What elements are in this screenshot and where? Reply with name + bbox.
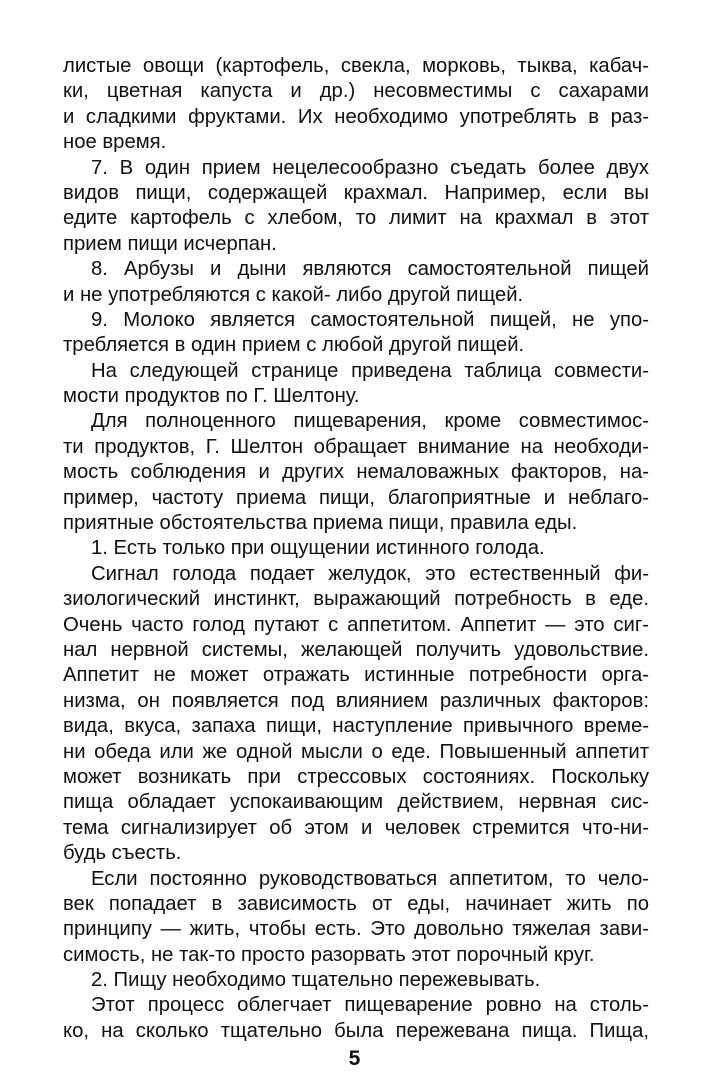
text-line: принципу — жить, чтобы есть. Это довольно тяжелая зави-: [63, 918, 649, 941]
text-line: нал нервной системы, желающей получить удовольствие.: [63, 638, 649, 661]
text-line: 1. Есть только при ощущении истинного голода.: [91, 537, 545, 560]
text-line: ти продуктов, Г. Шелтон обращает внимание на необходи-: [63, 435, 649, 458]
paragraph: [63, 156, 649, 258]
text-line: пример, частоту приема пищи, благоприятные и неблаго-: [63, 486, 649, 509]
page-number: 5: [348, 1047, 361, 1070]
text-line: мости продуктов по Г. Шелтону.: [63, 385, 360, 408]
text-line: пища обладает успокаивающим действием, нервная сис-: [63, 791, 649, 814]
text-line: ное время.: [63, 131, 167, 154]
text-line: ни обеда или же одной мысли о еде. Повышенный аппетит: [63, 740, 649, 763]
text-line: низма, он появляется под влиянием различных факторов:: [63, 689, 649, 712]
body-text: [63, 54, 649, 1044]
text-line: вида, вкуса, запаха пищи, наступление привычного време-: [63, 715, 649, 738]
text-line: Этот процесс облегчает пищеварение ровно на столь-: [91, 994, 649, 1017]
text-line: век попадает в зависимость от еды, начинает жить по: [63, 892, 649, 915]
text-line: На следующей странице приведена таблица совмести-: [91, 359, 649, 382]
text-line: ко, на сколько тщательно была пережевана пища. Пища,: [63, 1019, 649, 1042]
paragraph: [63, 968, 649, 993]
text-line: листые овощи (картофель, свекла, морковь, тыква, кабач-: [63, 55, 649, 77]
text-line: зиологический инстинкт, выражающий потребность в еде.: [63, 588, 649, 611]
text-line: тема сигнализирует об этом и человек стремится что-ни-: [63, 816, 649, 839]
text-line: 2. Пищу необходимо тщательно пережевывать.: [91, 969, 541, 992]
text-line: едите картофель с хлебом, то лимит на крахмал в этот: [63, 207, 649, 230]
text-line: симость, не так-то просто разорвать этот порочный круг.: [63, 943, 595, 966]
text-line: может возникать при стрессовых состояниях. Поскольку: [63, 765, 649, 788]
text-line: прием пищи исчерпан.: [63, 232, 277, 255]
paragraph: [63, 867, 649, 969]
text-line: Очень часто голод путают с аппетитом. Аппетит — это сиг-: [63, 613, 649, 636]
paragraph: [63, 993, 649, 1044]
text-line: видов пищи, содержащей крахмал. Например, если вы: [63, 181, 649, 204]
paragraph: [63, 409, 649, 536]
text-line: Для полноценного пищеварения, кроме совместимос-: [91, 410, 649, 433]
text-line: мость соблюдения и других немаловажных факторов, на-: [63, 461, 649, 484]
text-line: 9. Молоко является самостоятельной пищей, не упо-: [91, 308, 649, 331]
text-line: Если постоянно руководствоваться аппетитом, то чело-: [91, 867, 649, 890]
paragraph: [63, 54, 649, 156]
paragraph: [63, 562, 649, 867]
text-line: Аппетит не может отражать истинные потребности орга-: [63, 664, 649, 687]
paragraph: [63, 536, 649, 561]
text-line: 8. Арбузы и дыни являются самостоятельной пищей: [91, 258, 649, 281]
text-line: будь съесть.: [63, 842, 182, 865]
paragraph: [63, 257, 649, 308]
text-line: Сигнал голода подает желудок, это естественный фи-: [91, 562, 649, 585]
text-line: и сладкими фруктами. Их необходимо употреблять в раз-: [63, 105, 649, 128]
text-line: приятные обстоятельства приема пищи, правила еды.: [63, 512, 578, 535]
paragraph: [63, 308, 649, 359]
text-line: и не употребляются с какой- либо другой пищей.: [63, 283, 524, 306]
text-line: требляется в один прием с любой другой пищей.: [63, 334, 525, 357]
text-line: 7. В один прием нецелесообразно съедать более двух: [91, 156, 649, 179]
paragraph: [63, 359, 649, 410]
text-line: ки, цветная капуста и др.) несовместимы с сахарами: [63, 80, 649, 103]
